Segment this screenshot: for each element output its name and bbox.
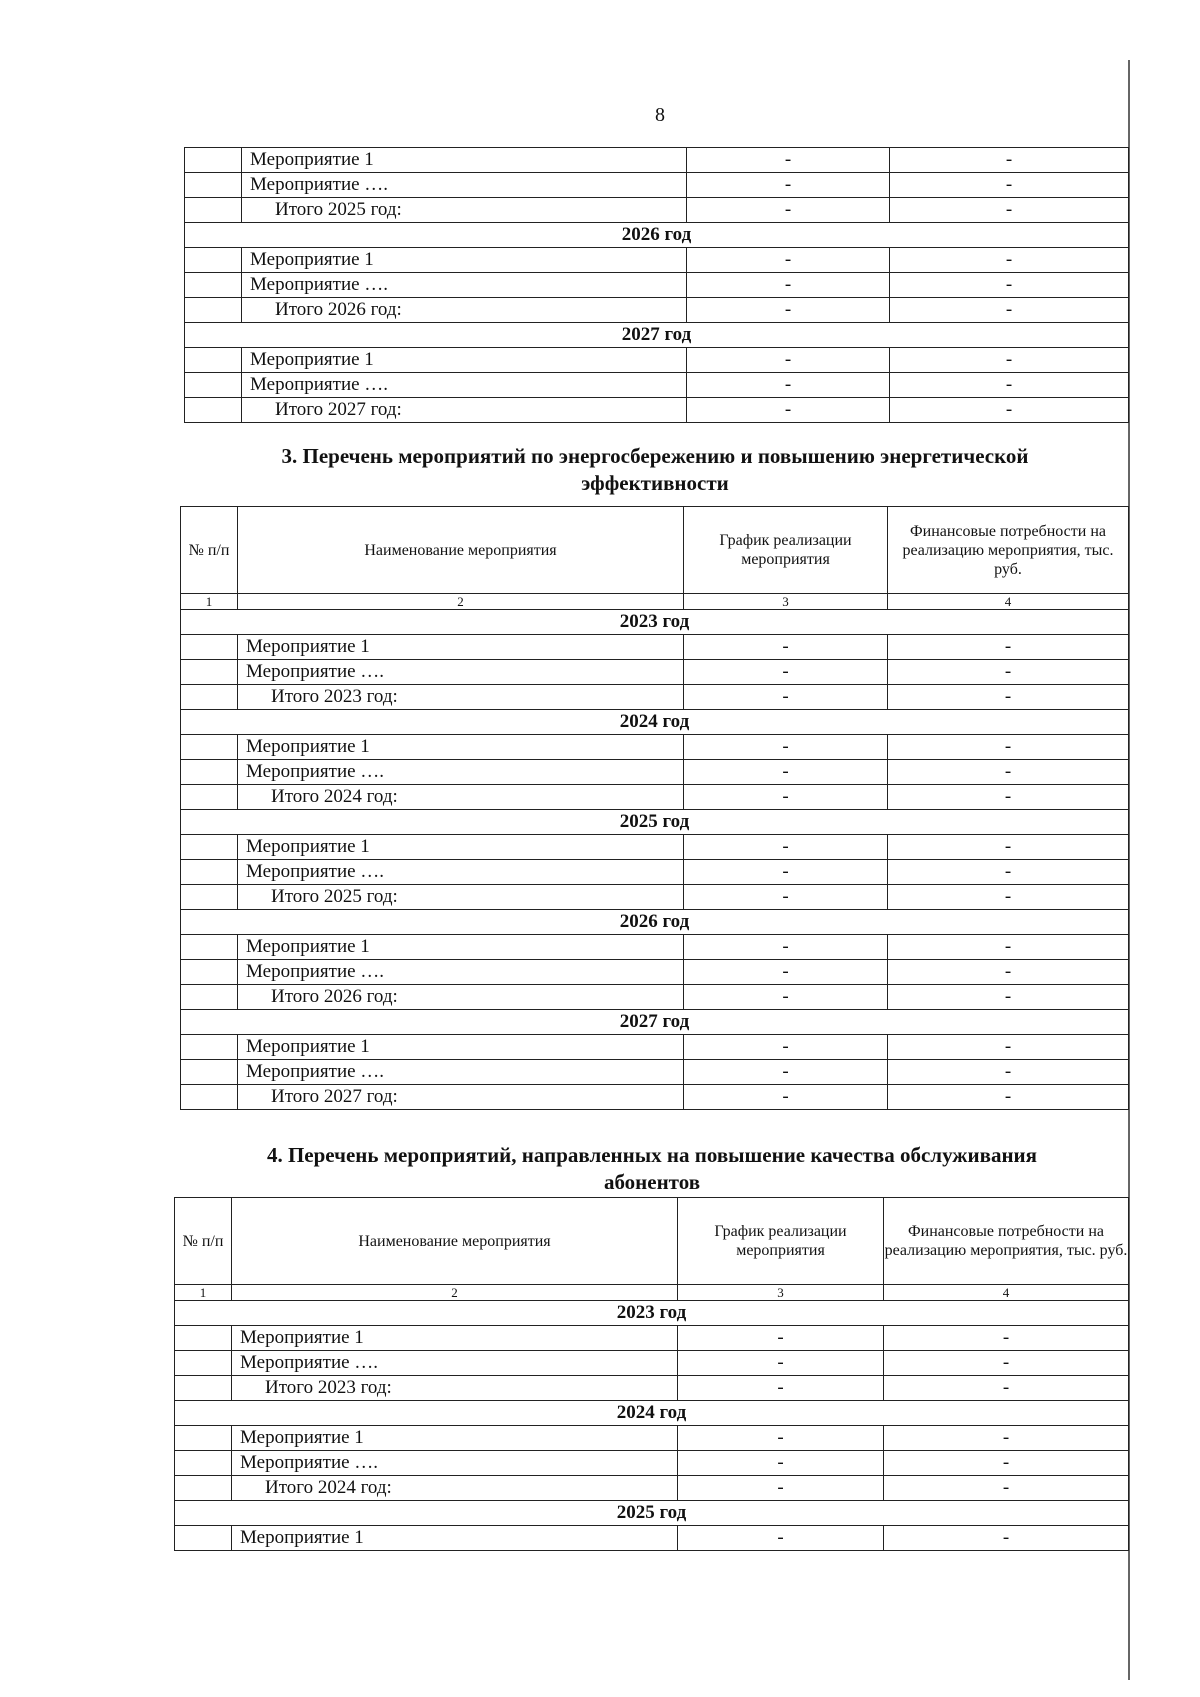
schedule-cell: - [687, 248, 890, 273]
table-row [185, 398, 1129, 423]
event-name: Мероприятие …. [242, 173, 687, 198]
year-label: 2026 год [185, 223, 1129, 248]
table-row [181, 685, 1129, 710]
schedule-cell: - [684, 685, 888, 710]
event-name: Мероприятие …. [232, 1451, 678, 1476]
schedule-cell: - [687, 173, 890, 198]
schedule-cell: - [678, 1526, 884, 1551]
column-index: 2 [232, 1285, 678, 1301]
event-name: Мероприятие …. [232, 1351, 678, 1376]
year-label: 2023 год [181, 610, 1129, 635]
schedule-cell: - [678, 1426, 884, 1451]
finance-cell: - [890, 148, 1129, 173]
year-label: 2026 год [181, 910, 1129, 935]
schedule-cell: - [684, 935, 888, 960]
schedule-cell: - [687, 148, 890, 173]
finance-cell: - [888, 760, 1129, 785]
schedule-cell: - [684, 960, 888, 985]
schedule-cell: - [684, 1085, 888, 1110]
year-row [185, 323, 1129, 348]
event-name: Мероприятие 1 [238, 735, 684, 760]
year-label: 2024 год [175, 1401, 1129, 1426]
finance-cell: - [890, 248, 1129, 273]
year-label: 2023 год [175, 1301, 1129, 1326]
event-name: Мероприятие 1 [238, 1035, 684, 1060]
event-name: Мероприятие …. [238, 660, 684, 685]
schedule-cell: - [678, 1326, 884, 1351]
year-row [181, 1010, 1129, 1035]
year-row [175, 1501, 1129, 1526]
header-num: № п/п [175, 1198, 232, 1285]
year-row [175, 1401, 1129, 1426]
section-3-title-line2: эффективности [581, 471, 729, 495]
table-row [175, 1326, 1129, 1351]
column-index: 3 [678, 1285, 884, 1301]
column-index: 3 [684, 594, 888, 610]
finance-cell: - [884, 1326, 1129, 1351]
year-label: 2027 год [181, 1010, 1129, 1035]
schedule-cell: - [684, 860, 888, 885]
total-label: Итого 2023 год: [238, 685, 684, 710]
year-row [185, 223, 1129, 248]
finance-cell: - [888, 985, 1129, 1010]
top-table [184, 147, 1129, 423]
header-schedule: График реализации мероприятия [678, 1198, 884, 1285]
header-name: Наименование мероприятия [232, 1198, 678, 1285]
schedule-cell: - [678, 1476, 884, 1501]
finance-cell: - [888, 735, 1129, 760]
finance-cell: - [890, 348, 1129, 373]
finance-cell: - [888, 885, 1129, 910]
header-finance: Финансовые потребности на реализацию мероприятия, тыс. руб. [884, 1198, 1129, 1285]
table-header [175, 1198, 1129, 1285]
table-row [181, 885, 1129, 910]
finance-cell: - [884, 1526, 1129, 1551]
finance-cell: - [888, 860, 1129, 885]
event-name: Мероприятие …. [238, 760, 684, 785]
schedule-cell: - [684, 760, 888, 785]
event-name: Мероприятие 1 [232, 1426, 678, 1451]
total-label: Итого 2026 год: [242, 298, 687, 323]
table-row [175, 1426, 1129, 1451]
section-4-title-line2: абонентов [603, 1170, 701, 1194]
table-row [185, 348, 1129, 373]
schedule-cell: - [684, 635, 888, 660]
event-name: Мероприятие …. [238, 860, 684, 885]
table-row [175, 1526, 1129, 1551]
schedule-cell: - [687, 373, 890, 398]
total-label: Итого 2025 год: [242, 198, 687, 223]
column-index: 4 [884, 1285, 1129, 1301]
finance-cell: - [888, 660, 1129, 685]
table-row [181, 785, 1129, 810]
table-row [181, 635, 1129, 660]
table-row [181, 935, 1129, 960]
table-row [181, 1035, 1129, 1060]
schedule-cell: - [684, 985, 888, 1010]
schedule-cell: - [684, 735, 888, 760]
section-3-table [180, 506, 1129, 1110]
table-row [175, 1376, 1129, 1401]
schedule-cell: - [687, 398, 890, 423]
table-row [181, 960, 1129, 985]
total-label: Итого 2024 год: [232, 1476, 678, 1501]
year-row [181, 710, 1129, 735]
table-row [185, 298, 1129, 323]
table-row [185, 173, 1129, 198]
table-header [181, 507, 1129, 594]
event-name: Мероприятие …. [238, 1060, 684, 1085]
schedule-cell: - [687, 198, 890, 223]
total-label: Итого 2025 год: [238, 885, 684, 910]
finance-cell: - [888, 1085, 1129, 1110]
schedule-cell: - [684, 885, 888, 910]
header-name: Наименование мероприятия [238, 507, 684, 594]
column-index-row [175, 1285, 1129, 1301]
schedule-cell: - [684, 785, 888, 810]
finance-cell: - [888, 1060, 1129, 1085]
total-label: Итого 2027 год: [242, 398, 687, 423]
table-row [181, 860, 1129, 885]
page-number: 8 [655, 104, 665, 126]
table-row [185, 148, 1129, 173]
schedule-cell: - [678, 1376, 884, 1401]
table-row [181, 660, 1129, 685]
year-row [175, 1301, 1129, 1326]
schedule-cell: - [678, 1351, 884, 1376]
year-label: 2024 год [181, 710, 1129, 735]
finance-cell: - [884, 1451, 1129, 1476]
total-label: Итого 2023 год: [232, 1376, 678, 1401]
table-row [181, 835, 1129, 860]
schedule-cell: - [687, 298, 890, 323]
table-row [181, 1060, 1129, 1085]
table-row [181, 735, 1129, 760]
table-row [181, 985, 1129, 1010]
finance-cell: - [890, 398, 1129, 423]
table-row [185, 373, 1129, 398]
year-label: 2027 год [185, 323, 1129, 348]
total-label: Итого 2024 год: [238, 785, 684, 810]
year-row [181, 810, 1129, 835]
header-finance: Финансовые потребности на реализацию мероприятия, тыс. руб. [888, 507, 1129, 594]
section-4-title-line1: 4. Перечень мероприятий, направленных на повышение качества обслуживания [266, 1143, 1038, 1167]
table-row [181, 1085, 1129, 1110]
year-row [181, 910, 1129, 935]
table-row [185, 248, 1129, 273]
event-name: Мероприятие 1 [242, 348, 687, 373]
event-name: Мероприятие 1 [238, 935, 684, 960]
total-label: Итого 2027 год: [238, 1085, 684, 1110]
header-schedule: График реализации мероприятия [684, 507, 888, 594]
schedule-cell: - [678, 1451, 884, 1476]
schedule-cell: - [684, 1060, 888, 1085]
year-label: 2025 год [181, 810, 1129, 835]
table-row [185, 273, 1129, 298]
finance-cell: - [888, 835, 1129, 860]
finance-cell: - [888, 935, 1129, 960]
header-num: № п/п [181, 507, 238, 594]
finance-cell: - [884, 1376, 1129, 1401]
event-name: Мероприятие 1 [242, 148, 687, 173]
column-index: 2 [238, 594, 684, 610]
event-name: Мероприятие 1 [232, 1526, 678, 1551]
table-row [175, 1451, 1129, 1476]
finance-cell: - [884, 1351, 1129, 1376]
finance-cell: - [888, 635, 1129, 660]
finance-cell: - [890, 298, 1129, 323]
schedule-cell: - [687, 348, 890, 373]
finance-cell: - [884, 1476, 1129, 1501]
table-row [175, 1476, 1129, 1501]
table-row [181, 760, 1129, 785]
schedule-cell: - [684, 835, 888, 860]
event-name: Мероприятие 1 [238, 835, 684, 860]
section-3-title-line1: 3. Перечень мероприятий по энергосбережению и повышению энергетической [281, 444, 1029, 468]
schedule-cell: - [684, 660, 888, 685]
event-name: Мероприятие 1 [232, 1326, 678, 1351]
section-4-table [174, 1197, 1129, 1551]
table-row [175, 1351, 1129, 1376]
event-name: Мероприятие …. [242, 373, 687, 398]
finance-cell: - [888, 685, 1129, 710]
schedule-cell: - [687, 273, 890, 298]
finance-cell: - [888, 785, 1129, 810]
finance-cell: - [890, 373, 1129, 398]
total-label: Итого 2026 год: [238, 985, 684, 1010]
year-row [181, 610, 1129, 635]
column-index-row [181, 594, 1129, 610]
event-name: Мероприятие …. [238, 960, 684, 985]
year-label: 2025 год [175, 1501, 1129, 1526]
table-row [185, 198, 1129, 223]
column-index: 4 [888, 594, 1129, 610]
finance-cell: - [890, 273, 1129, 298]
event-name: Мероприятие 1 [238, 635, 684, 660]
column-index: 1 [175, 1285, 232, 1301]
finance-cell: - [890, 173, 1129, 198]
finance-cell: - [888, 1035, 1129, 1060]
finance-cell: - [888, 960, 1129, 985]
column-index: 1 [181, 594, 238, 610]
event-name: Мероприятие …. [242, 273, 687, 298]
finance-cell: - [890, 198, 1129, 223]
schedule-cell: - [684, 1035, 888, 1060]
finance-cell: - [884, 1426, 1129, 1451]
event-name: Мероприятие 1 [242, 248, 687, 273]
